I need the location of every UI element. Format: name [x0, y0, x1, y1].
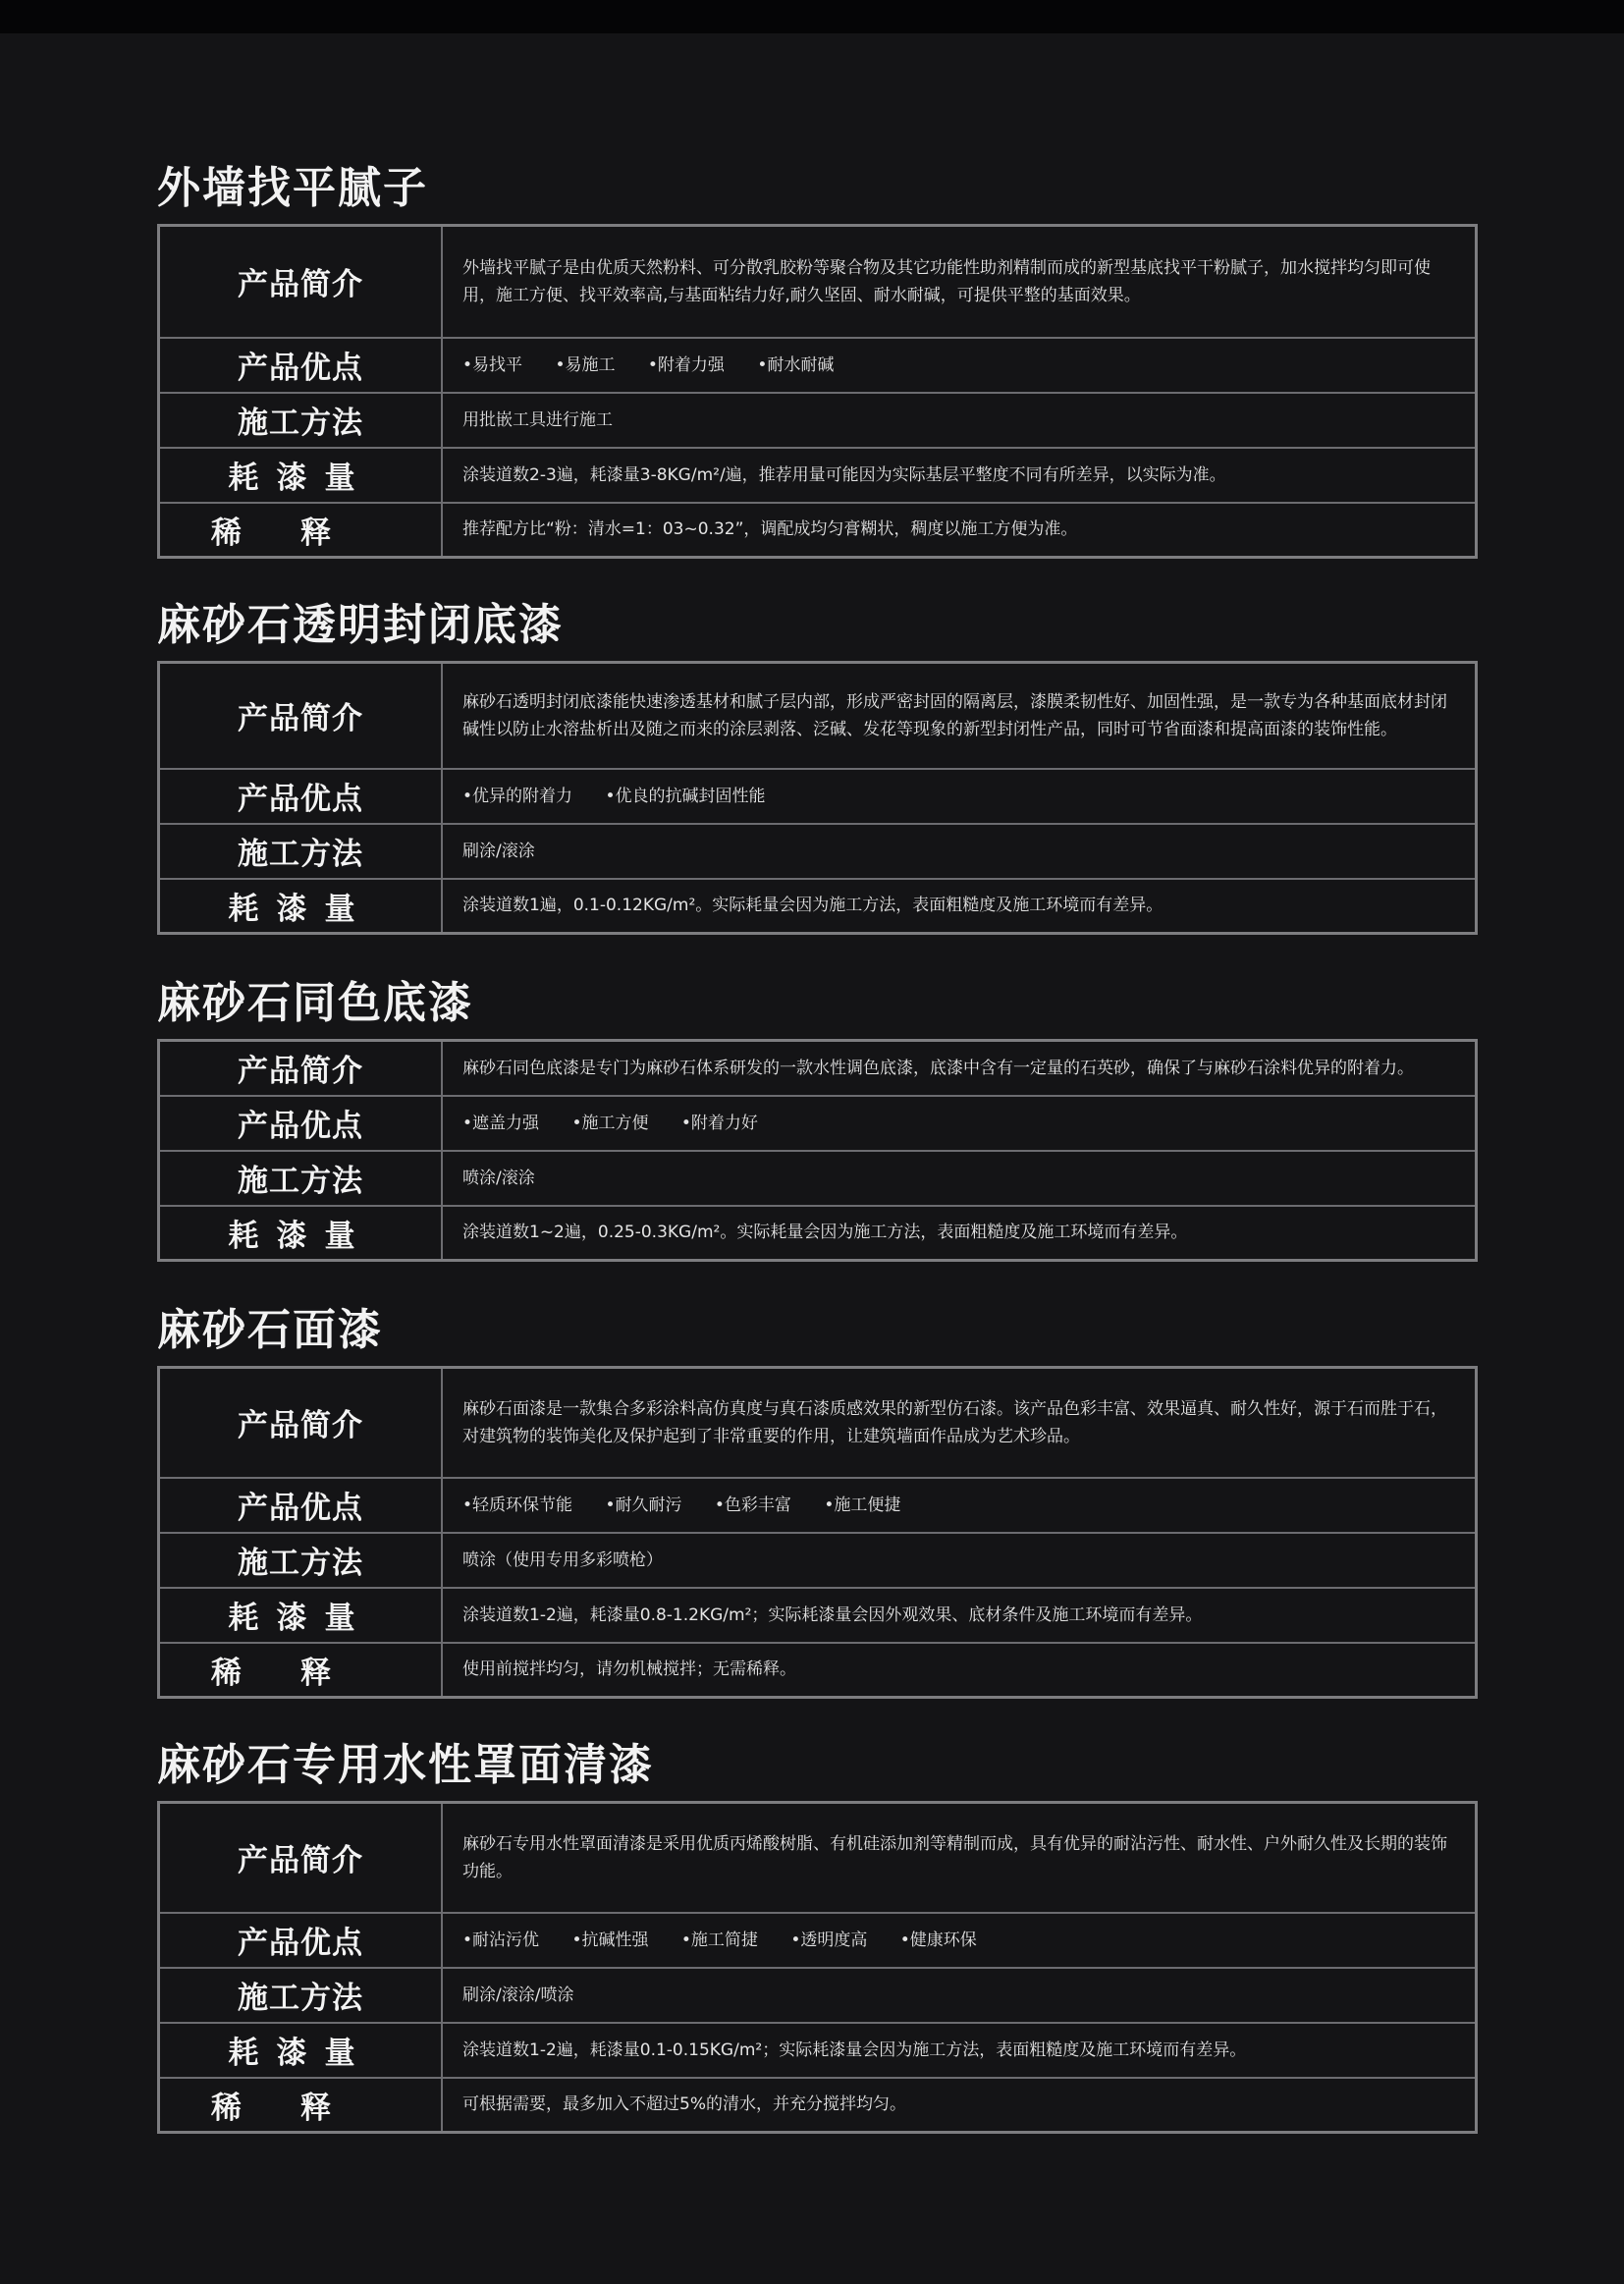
- row-value: 外墙找平腻子是由优质天然粉料、可分散乳胶粉等聚合物及其它功能性助剂精制而成的新型基底找平干粉腻子，加水搅拌均匀即可使用，施工方便、找平效率高,与基面粘结力好,耐久坚固、耐水耐碱，可提供平整的基面效果。: [442, 226, 1477, 338]
- bullet-item: •健康环保: [899, 1930, 977, 1950]
- row-value: 刷涂/滚涂/喷涂: [442, 1968, 1477, 2023]
- section-title: 麻砂石专用水性罩面清漆: [157, 1740, 654, 1790]
- bullet-item: •施工方便: [571, 1113, 649, 1133]
- table-row: [159, 663, 1477, 769]
- row-label: 施工方法: [159, 393, 443, 448]
- section-title: 麻砂石同色底漆: [157, 978, 473, 1028]
- bullet-item: •耐水耐碱: [757, 354, 835, 375]
- table-row: [159, 879, 1477, 934]
- row-value: 涂装道数1-2遍，耗漆量0.8-1.2KG/m²；实际耗漆量会因外观效果、底材条件及施工环境而有差异。: [442, 1588, 1477, 1643]
- row-label: 稀释: [159, 503, 443, 558]
- bullet-item: •易找平: [462, 354, 523, 375]
- row-value: 用批嵌工具进行施工: [442, 393, 1477, 448]
- bullet-item: •遮盖力强: [462, 1113, 540, 1133]
- row-label: 施工方法: [159, 1151, 443, 1206]
- table-row: [159, 824, 1477, 879]
- row-value: 麻砂石同色底漆是专门为麻砂石体系研发的一款水性调色底漆，底漆中含有一定量的石英砂，确保了与麻砂石涂料优异的附着力。: [442, 1041, 1477, 1096]
- section-title: 麻砂石透明封闭底漆: [157, 600, 564, 650]
- row-value-bullets: [442, 338, 1477, 393]
- row-value: 涂装道数1-2遍，耗漆量0.1-0.15KG/m²；实际耗漆量会因为施工方法，表面粗糙度及施工环境而有差异。: [442, 2023, 1477, 2078]
- bullet-item: •附着力好: [680, 1113, 758, 1133]
- section-title: 麻砂石面漆: [157, 1305, 383, 1355]
- table-row: [159, 1588, 1477, 1643]
- table-row: [159, 1041, 1477, 1096]
- spec-table: [157, 224, 1478, 559]
- row-value: 使用前搅拌均匀，请勿机械搅拌；无需稀释。: [442, 1643, 1477, 1698]
- row-label: 产品优点: [159, 338, 443, 393]
- table-row: [159, 1803, 1477, 1913]
- row-label: 稀释: [159, 1643, 443, 1698]
- row-value: 可根据需要，最多加入不超过5%的清水，并充分搅拌均匀。: [442, 2078, 1477, 2133]
- row-label: 耗漆量: [159, 1588, 443, 1643]
- row-label: 产品优点: [159, 1096, 443, 1151]
- bullet-item: •附着力强: [647, 354, 725, 375]
- table-row: [159, 1096, 1477, 1151]
- row-value: 涂装道数2-3遍，耗漆量3-8KG/m²/遍，推荐用量可能因为实际基层平整度不同有所差异，以实际为准。: [442, 448, 1477, 503]
- bullet-item: •施工简捷: [680, 1930, 758, 1950]
- section-topcoat: [157, 1299, 1478, 1699]
- bullet-item: •耐沾污优: [462, 1930, 540, 1950]
- spec-table: [157, 1801, 1478, 2134]
- row-value: 涂装道数1~2遍，0.25-0.3KG/m²。实际耗量会因为施工方法，表面粗糙度及施工环境而有差异。: [442, 1206, 1477, 1261]
- top-border-band: [0, 0, 1624, 33]
- row-label: 产品简介: [159, 1041, 443, 1096]
- section-clear-sealer-primer: [157, 594, 1478, 935]
- row-label: 耗漆量: [159, 2023, 443, 2078]
- row-value: 麻砂石面漆是一款集合多彩涂料高仿真度与真石漆质感效果的新型仿石漆。该产品色彩丰富、效果逼真、耐久性好，源于石而胜于石，对建筑物的装饰美化及保护起到了非常重要的作用，让建筑墙面作品成为艺术珍品。: [442, 1368, 1477, 1478]
- spec-table: [157, 661, 1478, 935]
- row-value-bullets: [442, 769, 1477, 824]
- row-label: 产品优点: [159, 769, 443, 824]
- bullet-item: •耐久耐污: [605, 1495, 682, 1515]
- bullet-item: •轻质环保节能: [462, 1495, 573, 1515]
- table-row: [159, 448, 1477, 503]
- table-row: [159, 1968, 1477, 2023]
- row-value-bullets: [442, 1478, 1477, 1533]
- bullet-item: •优异的附着力: [462, 786, 573, 806]
- row-label: 施工方法: [159, 1533, 443, 1588]
- table-row: [159, 338, 1477, 393]
- bullet-item: •易施工: [555, 354, 616, 375]
- table-row: [159, 2023, 1477, 2078]
- bullet-item: •透明度高: [790, 1930, 868, 1950]
- row-value: 刷涂/滚涂: [442, 824, 1477, 879]
- spec-table: [157, 1366, 1478, 1699]
- row-value: 喷涂（使用专用多彩喷枪）: [442, 1533, 1477, 1588]
- row-value: 推荐配方比“粉：清水=1：03~0.32”，调配成均匀膏糊状，稠度以施工方便为准。: [442, 503, 1477, 558]
- row-value: 喷涂/滚涂: [442, 1151, 1477, 1206]
- table-row: [159, 769, 1477, 824]
- row-label: 产品简介: [159, 663, 443, 769]
- row-value: 麻砂石专用水性罩面清漆是采用优质丙烯酸树脂、有机硅添加剂等精制而成，具有优异的耐沾污性、耐水性、户外耐久性及长期的装饰功能。: [442, 1803, 1477, 1913]
- row-label: 施工方法: [159, 1968, 443, 2023]
- section-clear-topcoat: [157, 1734, 1478, 2134]
- table-row: [159, 393, 1477, 448]
- row-value-bullets: [442, 1096, 1477, 1151]
- row-label: 产品简介: [159, 1368, 443, 1478]
- table-row: [159, 1643, 1477, 1698]
- row-label: 耗漆量: [159, 448, 443, 503]
- row-value-bullets: [442, 1913, 1477, 1968]
- table-row: [159, 1533, 1477, 1588]
- section-exterior-putty: [157, 157, 1478, 559]
- spec-table: [157, 1039, 1478, 1262]
- table-row: [159, 2078, 1477, 2133]
- bullet-item: •优良的抗碱封固性能: [605, 786, 766, 806]
- row-value: 麻砂石透明封闭底漆能快速渗透基材和腻子层内部，形成严密封固的隔离层，漆膜柔韧性好、加固性强，是一款专为各种基面底材封闭碱性以防止水溶盐析出及随之而来的涂层剥落、泛碱、发花等现象的新型封闭性产品，同时可节省面漆和提高面漆的装饰性能。: [442, 663, 1477, 769]
- bullet-item: •施工便捷: [824, 1495, 901, 1515]
- table-row: [159, 1913, 1477, 1968]
- row-label: 产品简介: [159, 1803, 443, 1913]
- bullet-item: •色彩丰富: [714, 1495, 791, 1515]
- row-label: 稀释: [159, 2078, 443, 2133]
- table-row: [159, 1368, 1477, 1478]
- row-label: 施工方法: [159, 824, 443, 879]
- section-matching-color-primer: [157, 972, 1478, 1262]
- row-label: 产品优点: [159, 1913, 443, 1968]
- row-label: 耗漆量: [159, 1206, 443, 1261]
- table-row: [159, 1478, 1477, 1533]
- row-value: 涂装道数1遍，0.1-0.12KG/m²。实际耗量会因为施工方法，表面粗糙度及施工环境而有差异。: [442, 879, 1477, 934]
- table-row: [159, 1151, 1477, 1206]
- row-label: 耗漆量: [159, 879, 443, 934]
- bullet-item: •抗碱性强: [571, 1930, 649, 1950]
- row-label: 产品优点: [159, 1478, 443, 1533]
- section-title: 外墙找平腻子: [157, 163, 428, 213]
- product-spec-sheet: [157, 157, 1478, 2134]
- table-row: [159, 1206, 1477, 1261]
- row-label: 产品简介: [159, 226, 443, 338]
- table-row: [159, 503, 1477, 558]
- table-row: [159, 226, 1477, 338]
